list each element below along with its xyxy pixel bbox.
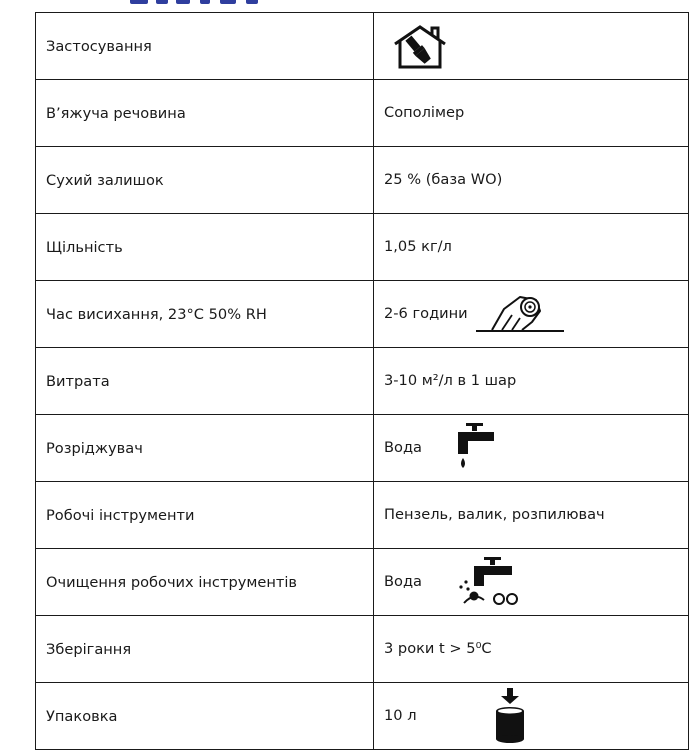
table-row xyxy=(36,549,689,616)
finger-touch-dry-icon xyxy=(474,291,566,337)
row-label: Робочі інструменти xyxy=(36,482,374,549)
row-value xyxy=(374,13,689,80)
house-brush-icon xyxy=(385,22,455,70)
row-value: Сополімер xyxy=(374,80,689,147)
specification-table xyxy=(35,12,689,750)
paint-can-icon xyxy=(494,688,526,744)
row-label: Розріджувач xyxy=(36,415,374,482)
table-row xyxy=(36,348,689,415)
table-row xyxy=(36,482,689,549)
row-value: Пензель, валик, розпилювач xyxy=(374,482,689,549)
row-value: 2-6 години xyxy=(374,281,689,348)
row-value: Вода xyxy=(374,549,689,616)
row-label: Зберігання xyxy=(36,616,374,683)
row-label: Щільність xyxy=(36,214,374,281)
row-label: Застосування xyxy=(36,13,374,80)
row-label: Сухий залишок xyxy=(36,147,374,214)
row-label: Очищення робочих інструментів xyxy=(36,549,374,616)
row-value: 3 роки t > 5⁰С xyxy=(374,616,689,683)
row-label: В’яжуча речовина xyxy=(36,80,374,147)
water-tap-icon xyxy=(454,422,494,474)
row-value: 1,05 кг/л xyxy=(374,214,689,281)
table-row xyxy=(36,13,689,80)
table-row xyxy=(36,415,689,482)
cropped-heading-fragment xyxy=(0,0,693,12)
table-row xyxy=(36,80,689,147)
row-value: 10 л xyxy=(374,683,689,750)
table-row xyxy=(36,616,689,683)
row-value: 3-10 м²/л в 1 шар xyxy=(374,348,689,415)
row-label: Упаковка xyxy=(36,683,374,750)
row-label: Час висихання, 23°С 50% RH xyxy=(36,281,374,348)
table-row xyxy=(36,683,689,750)
table-row xyxy=(36,281,689,348)
table-row xyxy=(36,147,689,214)
tap-cleaning-tools-icon xyxy=(444,556,534,608)
row-label: Витрата xyxy=(36,348,374,415)
row-value: Вода xyxy=(374,415,689,482)
table-row xyxy=(36,214,689,281)
row-value: 25 % (база WO) xyxy=(374,147,689,214)
